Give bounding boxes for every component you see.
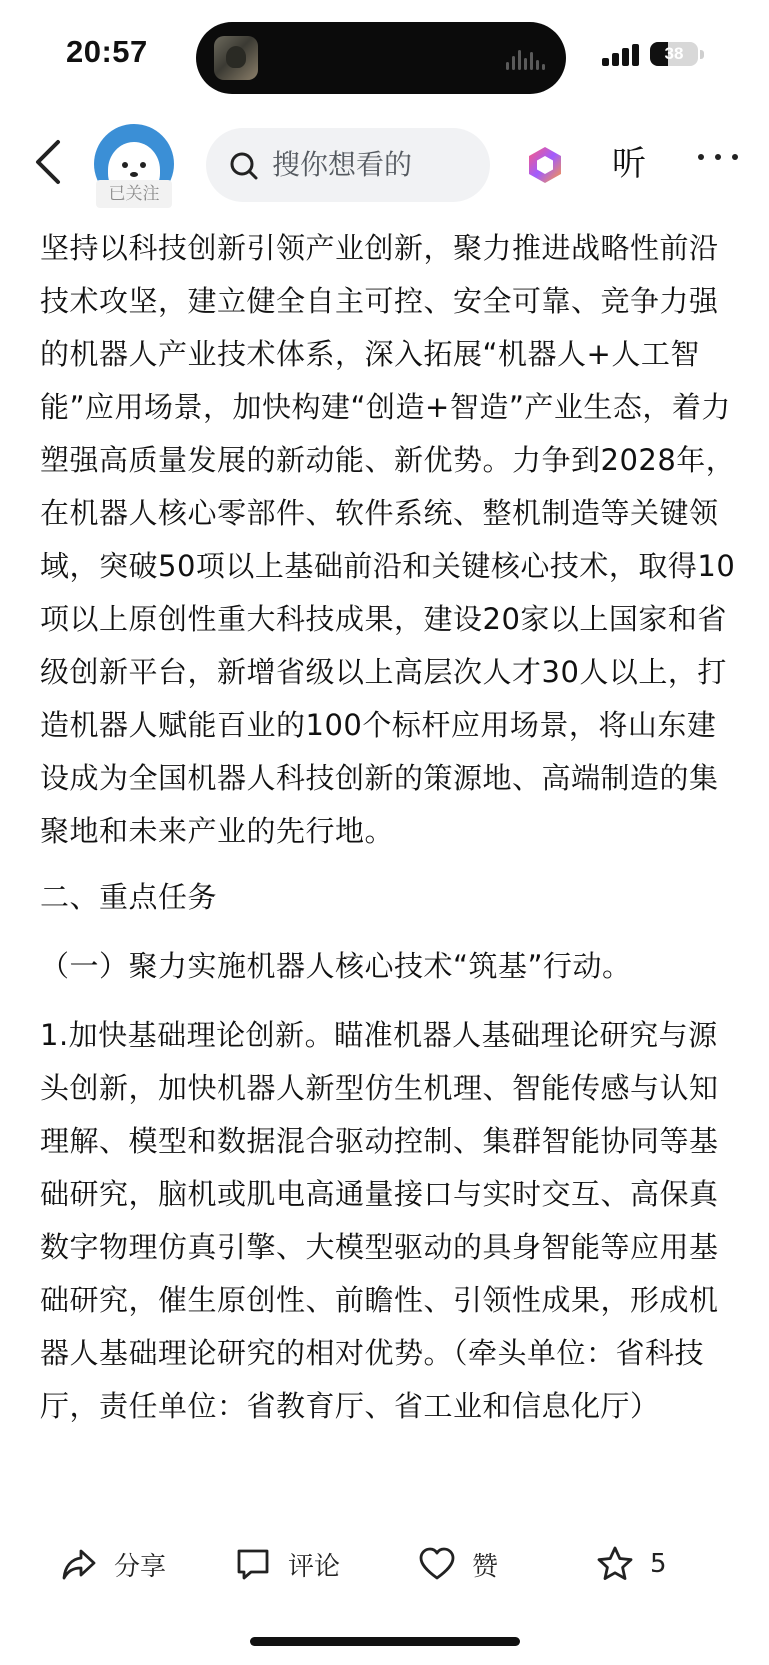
cellular-signal-icon xyxy=(602,44,640,66)
status-bar xyxy=(0,0,769,110)
battery-icon xyxy=(650,42,698,66)
search-input[interactable] xyxy=(206,128,490,202)
listen-button[interactable]: 听 xyxy=(612,144,646,184)
chevron-left-icon xyxy=(30,134,70,190)
like-button[interactable] xyxy=(418,1540,498,1588)
search-icon xyxy=(228,150,260,182)
now-playing-app-icon[interactable] xyxy=(214,36,258,80)
section-heading: 二、重点任务 xyxy=(40,880,218,914)
favorite-count: 5 xyxy=(650,1549,667,1579)
author-avatar-button[interactable] xyxy=(94,124,174,206)
heart-icon xyxy=(418,1545,456,1583)
dynamic-island[interactable] xyxy=(196,22,566,94)
bottom-action-bar xyxy=(0,1518,769,1618)
share-label: 分享 xyxy=(114,1551,167,1582)
comment-button[interactable] xyxy=(234,1540,340,1588)
share-icon xyxy=(60,1545,98,1583)
audio-waveform-icon xyxy=(506,48,546,70)
battery-percentage: 38 xyxy=(664,44,684,63)
follow-status-badge[interactable]: 已关注 xyxy=(96,180,172,208)
article-paragraph: 1.加快基础理论创新。瞄准机器人基础理论研究与源头创新，加快机器人新型仿生机理、智能传感与认知理解、模型和数据混合驱动控制、集群智能协同等基础研究，脑机或肌电高通量接口与实时交互、高保真数字物理仿真引擎、大模型驱动的具身智能等应用基础研究，催生原创性、前瞻性、引领性成果，形成机器人基础理论研究的相对优势。（牵头单位：省科技厅，责任单位：省教育厅、省工业和信息化厅） xyxy=(40,1018,719,1423)
favorite-button[interactable] xyxy=(596,1540,667,1588)
subsection-heading: （一）聚力实施机器人核心技术“筑基”行动。 xyxy=(40,949,632,983)
comment-icon xyxy=(234,1545,272,1583)
home-indicator[interactable] xyxy=(250,1637,520,1646)
like-label: 赞 xyxy=(472,1551,499,1582)
ai-assistant-icon[interactable] xyxy=(524,144,566,186)
back-button[interactable] xyxy=(30,134,70,190)
article-paragraph: 坚持以科技创新引领产业创新，聚力推进战略性前沿技术攻坚，建立健全自主可控、安全可靠、竞争力强的机器人产业技术体系，深入拓展“机器人+人工智能”应用场景，加快构建“创造+智造”产业生态，着力塑强高质量发展的新动能、新优势。力争到2028年，在机器人核心零部件、软件系统、整机制造等关键领域，突破50项以上基础前沿和关键核心技术，取得10项以上原创性重大科技成果，建设20家以上国家和省级创新平台，新增省级以上高层次人才30人以上，打造机器人赋能百业的100个标杆应用场景，将山东建设成为全国机器人科技创新的策源地、高端制造的集聚地和未来产业的先行地。 xyxy=(40,231,736,848)
search-placeholder: 搜你想看的 xyxy=(272,148,413,181)
status-time: 20:57 xyxy=(66,34,148,69)
more-options-icon[interactable] xyxy=(696,152,740,164)
share-button[interactable] xyxy=(60,1540,166,1588)
star-icon xyxy=(596,1545,634,1583)
comment-label: 评论 xyxy=(288,1551,341,1582)
article-body xyxy=(40,222,740,1518)
article-header xyxy=(0,110,769,220)
battery-cap xyxy=(700,50,704,59)
